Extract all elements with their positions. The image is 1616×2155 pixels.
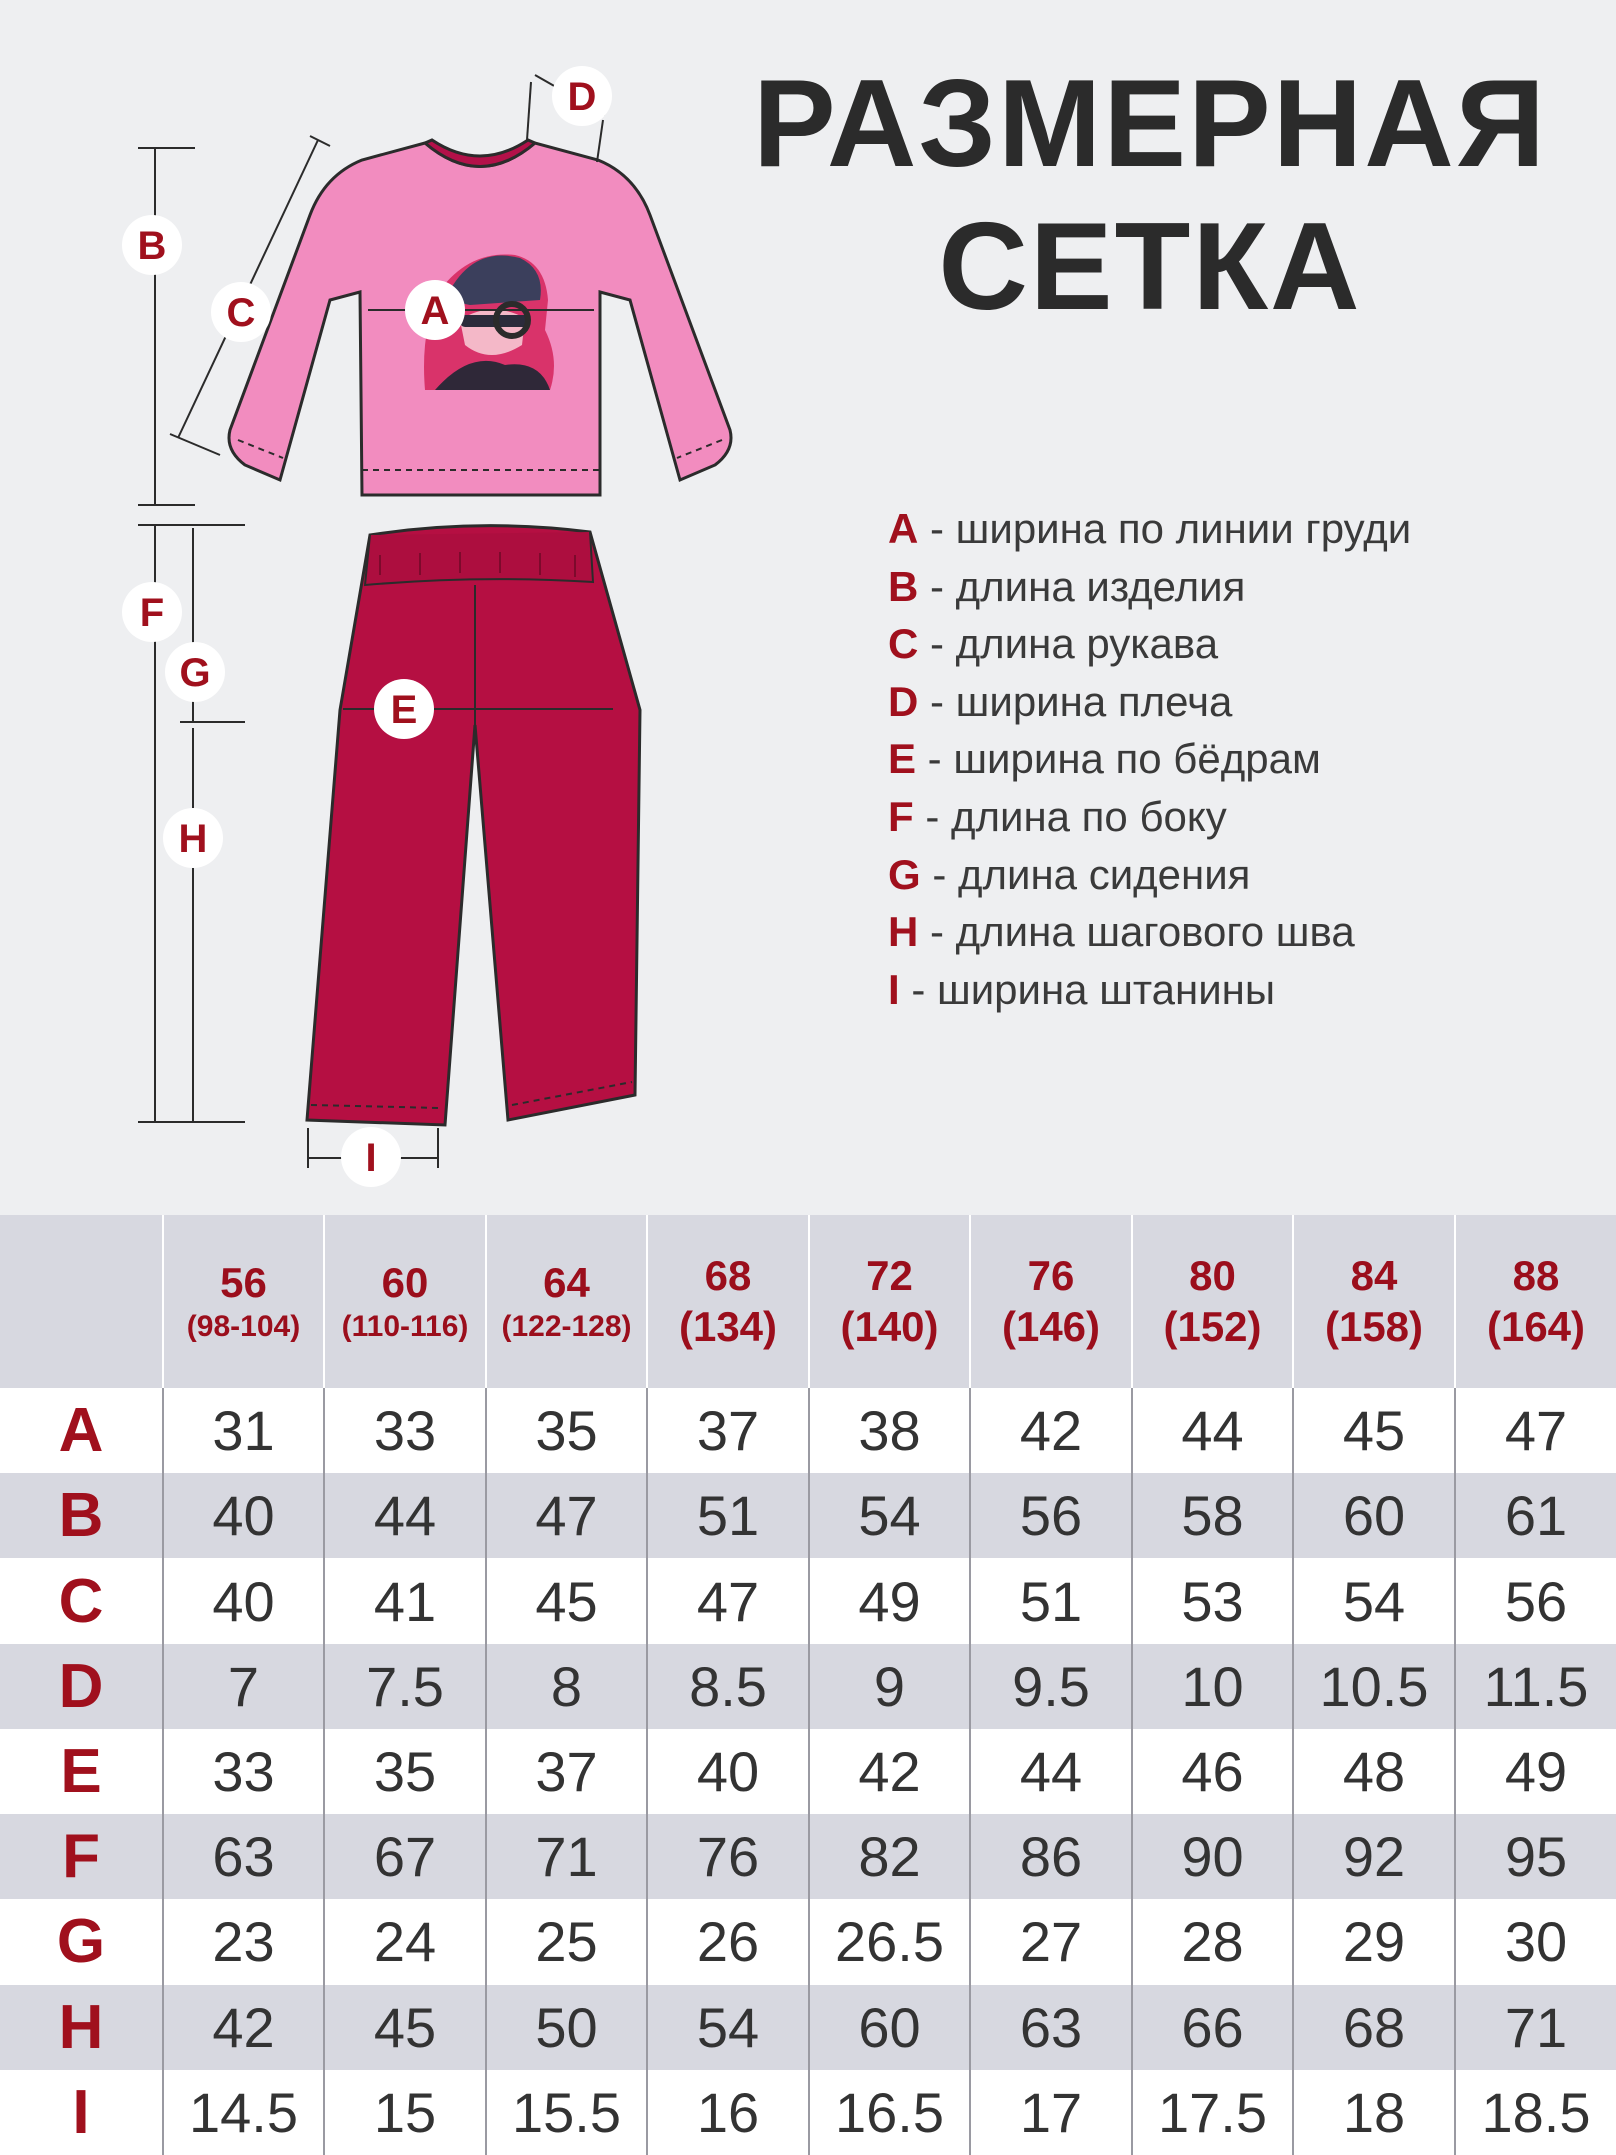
table-row	[0, 1729, 1616, 1814]
svg-text:G: G	[179, 651, 211, 695]
svg-text:E: E	[390, 688, 418, 732]
size-header: 60 (110-116)	[324, 1215, 486, 1388]
table-cell: 71	[486, 1814, 647, 1899]
size-header: 72 (140)	[809, 1215, 970, 1388]
size-header: 56 (98-104)	[163, 1215, 324, 1388]
legend-text: - ширина плеча	[918, 677, 1233, 725]
table-cell: 92	[1293, 1814, 1455, 1899]
table-cell: 42	[163, 1985, 324, 2070]
legend-key: D	[888, 677, 919, 725]
table-cell: 82	[809, 1814, 970, 1899]
label-circle-f	[122, 582, 182, 642]
label-circle-d	[552, 66, 612, 126]
table-cell: 49	[809, 1558, 970, 1643]
legend-key: F	[888, 792, 914, 840]
table-cell: 31	[163, 1388, 324, 1473]
measurement-legend	[888, 500, 1411, 1018]
table-cell: 40	[163, 1558, 324, 1643]
table-cell: 9.5	[970, 1644, 1132, 1729]
table-cell: 17.5	[1132, 2070, 1293, 2155]
row-label: G	[56, 1907, 106, 1977]
svg-text:B: B	[137, 224, 167, 268]
row-label: D	[58, 1651, 104, 1721]
table-cell: 46	[1132, 1729, 1293, 1814]
legend-text: - длина изделия	[918, 562, 1246, 610]
table-cell: 51	[970, 1558, 1132, 1643]
legend-text: - ширина по бёдрам	[916, 735, 1321, 783]
svg-text:H: H	[178, 817, 208, 861]
table-cell: 37	[647, 1388, 809, 1473]
legend-key: A	[888, 505, 919, 552]
table-row	[0, 1473, 1616, 1558]
table-cell: 63	[970, 1985, 1132, 2070]
table-cell: 60	[809, 1985, 970, 2070]
label-circle-i	[341, 1127, 401, 1187]
label-circle-c	[211, 282, 271, 342]
legend-item	[888, 673, 1411, 731]
table-cell: 45	[324, 1985, 486, 2070]
row-label: A	[58, 1396, 104, 1466]
table-cell: 68	[1293, 1985, 1455, 2070]
table-cell: 41	[324, 1558, 486, 1643]
shirt-illustration	[226, 140, 731, 495]
legend-item	[888, 788, 1411, 846]
table-cell: 9	[809, 1644, 970, 1729]
table-cell: 90	[1132, 1814, 1293, 1899]
legend-key: C	[888, 620, 919, 668]
table-cell: 35	[486, 1388, 647, 1473]
table-cell: 95	[1455, 1814, 1616, 1899]
table-cell: 7	[163, 1644, 324, 1729]
table-cell: 28	[1132, 1899, 1293, 1984]
table-cell: 76	[647, 1814, 809, 1899]
legend-item	[888, 500, 1411, 558]
table-cell: 10.5	[1293, 1644, 1455, 1729]
table-cell: 26	[647, 1899, 809, 1984]
table-cell: 51	[647, 1473, 809, 1558]
row-label: C	[58, 1566, 104, 1636]
table-cell: 63	[163, 1814, 324, 1899]
table-cell: 7.5	[324, 1644, 486, 1729]
table-cell: 33	[163, 1729, 324, 1814]
table-cell: 24	[324, 1899, 486, 1984]
legend-text: - длина по боку	[913, 792, 1227, 840]
table-cell: 10	[1132, 1644, 1293, 1729]
table-row	[0, 1985, 1616, 2070]
table-cell: 42	[970, 1388, 1132, 1473]
table-cell: 25	[486, 1899, 647, 1984]
legend-item	[888, 846, 1411, 904]
legend-text: - длина шагового шва	[918, 908, 1355, 956]
row-label: E	[60, 1736, 102, 1806]
legend-item	[888, 730, 1411, 788]
svg-text:D: D	[567, 75, 597, 119]
size-header: 84 (158)	[1293, 1215, 1455, 1388]
legend-key: G	[888, 850, 921, 898]
legend-key: B	[888, 562, 919, 610]
size-header: 76 (146)	[970, 1215, 1132, 1388]
page-title-line2: СЕТКА	[938, 198, 1362, 336]
row-label: B	[58, 1481, 104, 1551]
size-header: 68 (134)	[647, 1215, 809, 1388]
table-cell: 42	[809, 1729, 970, 1814]
row-label: F	[62, 1822, 100, 1892]
table-row	[0, 1388, 1616, 1473]
table-cell: 18.5	[1455, 2070, 1616, 2155]
legend-item	[888, 615, 1411, 673]
table-cell: 61	[1455, 1473, 1616, 1558]
svg-text:C: C	[226, 291, 256, 335]
table-cell: 60	[1293, 1473, 1455, 1558]
table-cell: 35	[324, 1729, 486, 1814]
table-cell: 16.5	[809, 2070, 970, 2155]
legend-item	[888, 558, 1411, 616]
table-cell: 56	[970, 1473, 1132, 1558]
svg-text:I: I	[365, 1136, 377, 1180]
label-circle-a	[405, 280, 465, 340]
label-circle-e	[374, 679, 434, 739]
table-header-row	[0, 1215, 1616, 1388]
table-cell: 23	[163, 1899, 324, 1984]
table-cell: 40	[647, 1729, 809, 1814]
table-cell: 71	[1455, 1985, 1616, 2070]
table-cell: 45	[486, 1558, 647, 1643]
table-cell: 58	[1132, 1473, 1293, 1558]
table-cell: 18	[1293, 2070, 1455, 2155]
table-cell: 66	[1132, 1985, 1293, 2070]
table-cell: 45	[1293, 1388, 1455, 1473]
svg-text:F: F	[139, 591, 165, 635]
legend-text: - ширина по линии груди	[918, 505, 1412, 552]
table-row	[0, 1558, 1616, 1643]
table-cell: 17	[970, 2070, 1132, 2155]
size-header: 80 (152)	[1132, 1215, 1293, 1388]
table-cell: 54	[647, 1985, 809, 2070]
table-cell: 30	[1455, 1899, 1616, 1984]
row-label: H	[58, 1992, 104, 2062]
legend-text: - длина сидения	[920, 850, 1251, 898]
table-row	[0, 1644, 1616, 1729]
table-cell: 47	[1455, 1388, 1616, 1473]
label-circle-b	[122, 215, 182, 275]
table-cell: 11.5	[1455, 1644, 1616, 1729]
label-circle-h	[163, 808, 223, 868]
table-cell: 54	[809, 1473, 970, 1558]
table-cell: 33	[324, 1388, 486, 1473]
table-cell: 27	[970, 1899, 1132, 1984]
legend-text: - ширина штанины	[899, 965, 1276, 1013]
table-cell: 14.5	[163, 2070, 324, 2155]
table-cell: 44	[1132, 1388, 1293, 1473]
table-cell: 54	[1293, 1558, 1455, 1643]
table-cell: 49	[1455, 1729, 1616, 1814]
table-cell: 15	[324, 2070, 486, 2155]
table-cell: 86	[970, 1814, 1132, 1899]
table-cell: 44	[970, 1729, 1132, 1814]
table-cell: 37	[486, 1729, 647, 1814]
table-cell: 26.5	[809, 1899, 970, 1984]
svg-text:A: A	[420, 289, 450, 333]
size-table	[0, 1215, 1616, 2155]
label-circle-g	[165, 642, 225, 702]
table-cell: 8	[486, 1644, 647, 1729]
legend-item	[888, 903, 1411, 961]
size-header: 64 (122-128)	[486, 1215, 647, 1388]
table-row	[0, 1814, 1616, 1899]
table-cell: 56	[1455, 1558, 1616, 1643]
table-cell: 44	[324, 1473, 486, 1558]
table-cell: 53	[1132, 1558, 1293, 1643]
table-cell: 50	[486, 1985, 647, 2070]
table-row	[0, 1899, 1616, 1984]
legend-item	[888, 961, 1411, 1019]
table-cell: 47	[647, 1558, 809, 1643]
table-cell: 40	[163, 1473, 324, 1558]
legend-key: I	[888, 965, 900, 1013]
table-cell: 38	[809, 1388, 970, 1473]
table-cell: 48	[1293, 1729, 1455, 1814]
page-title-line1: РАЗМЕРНАЯ	[753, 55, 1547, 193]
table-cell: 47	[486, 1473, 647, 1558]
pants-illustration	[307, 526, 640, 1125]
header-corner	[0, 1215, 163, 1388]
table-cell: 16	[647, 2070, 809, 2155]
size-header: 88 (164)	[1455, 1215, 1616, 1388]
table-cell: 8.5	[647, 1644, 809, 1729]
row-label: I	[72, 2077, 90, 2147]
table-cell: 67	[324, 1814, 486, 1899]
legend-key: H	[888, 908, 919, 956]
legend-key: E	[888, 735, 917, 783]
table-cell: 29	[1293, 1899, 1455, 1984]
legend-text: - длина рукава	[918, 620, 1219, 668]
table-cell: 15.5	[486, 2070, 647, 2155]
table-row	[0, 2070, 1616, 2155]
